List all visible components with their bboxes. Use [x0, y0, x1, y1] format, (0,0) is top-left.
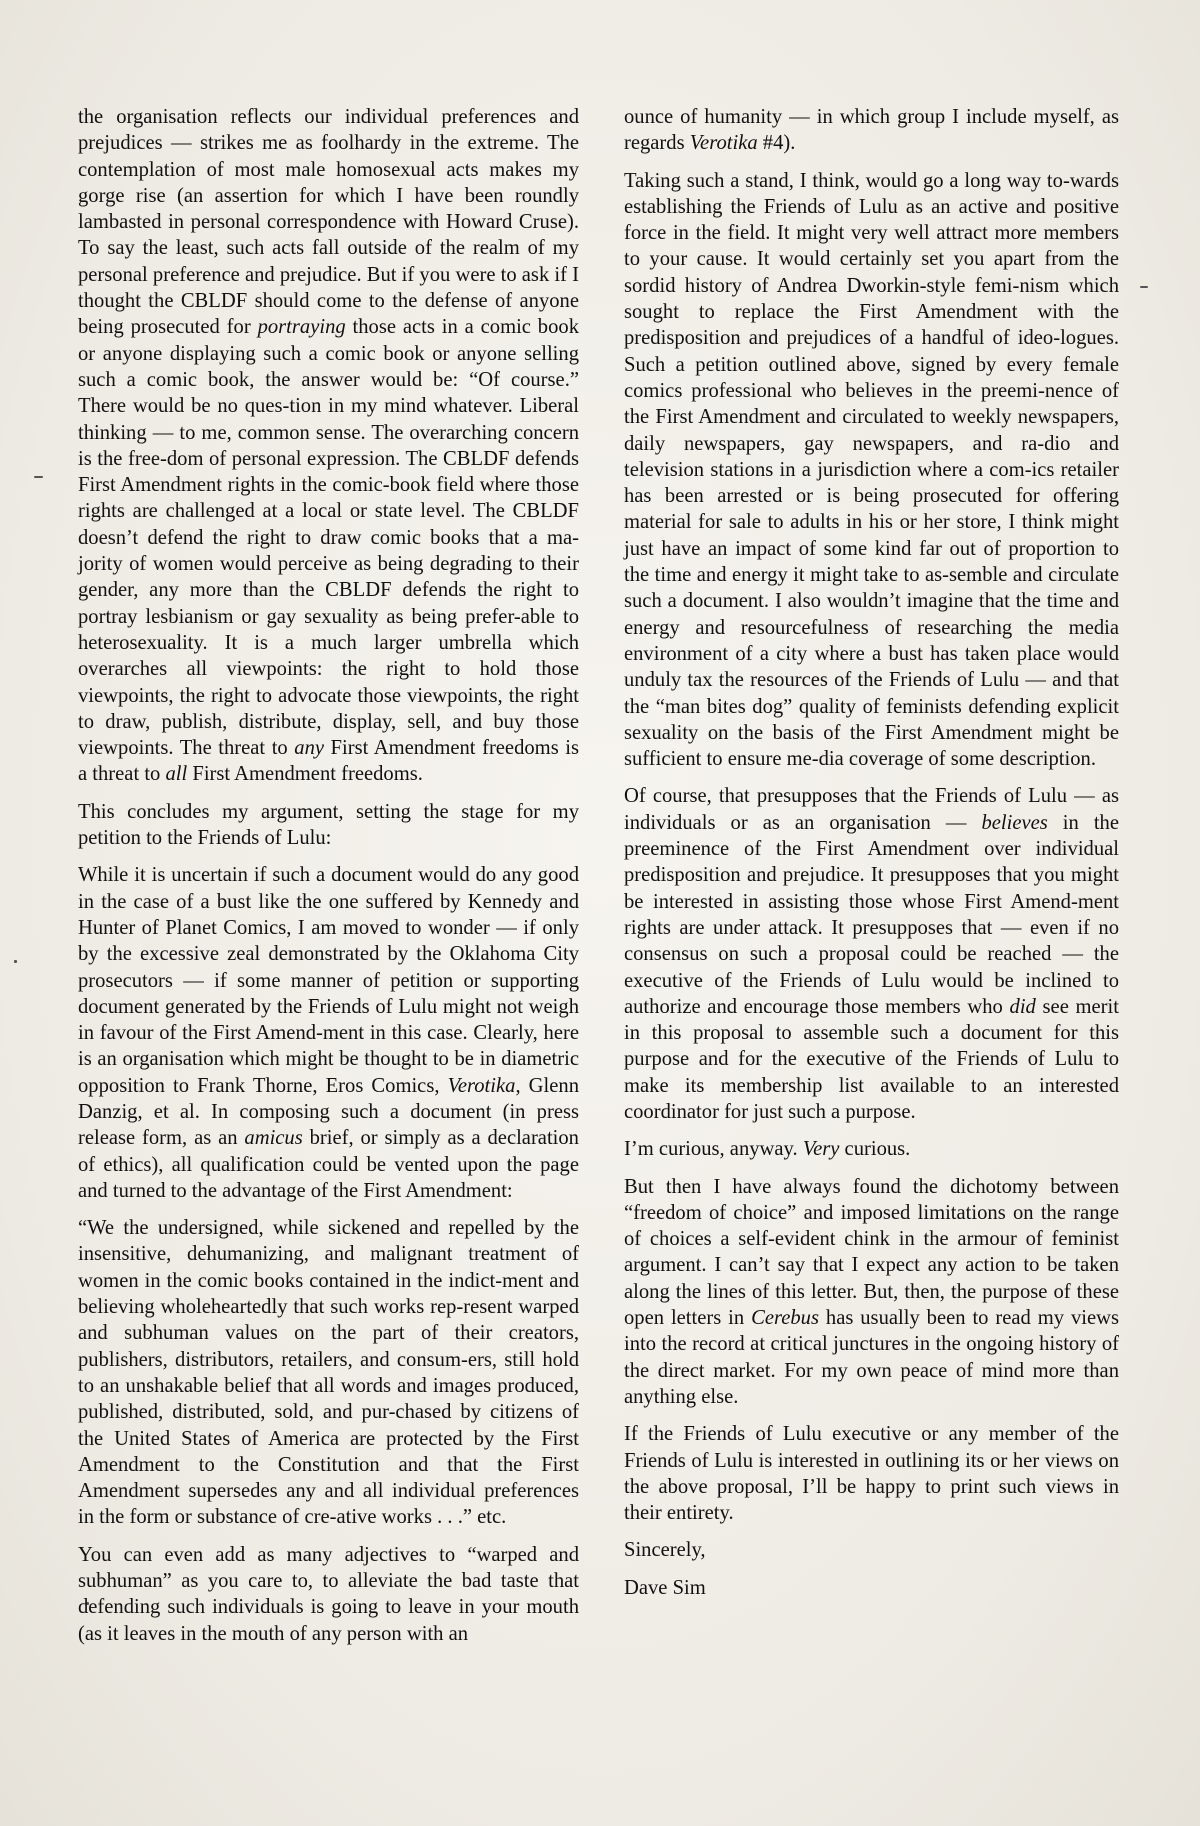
text-run: curious. — [839, 1138, 911, 1161]
text-run: , Glenn Danzig, et al. In composing such a document (in press release form, as an — [78, 1074, 580, 1150]
text-run: see merit in this proposal to assemble such a document for this purpose and for the executive of the Friends of Lulu to make its membership list available to an interested coordinator for just such a purpose. — [624, 995, 1119, 1123]
paragraph — [78, 104, 579, 788]
left-column — [78, 104, 579, 1658]
paragraph — [624, 783, 1119, 1125]
paragraph: You can even add as many adjectives to “warped and subhuman” as you care to, to alleviate the bad taste that defending such individuals is going to leave in your mouth (as it leaves in the mouth of any person with an — [78, 1543, 579, 1645]
emphasis: amicus — [244, 1127, 303, 1150]
emphasis: Very — [802, 1138, 840, 1161]
text-run: First Amendment freedoms is a threat to — [78, 737, 579, 786]
scan-speck — [14, 960, 17, 963]
emphasis: Cerebus — [751, 1307, 819, 1330]
scan-speck — [34, 476, 43, 478]
emphasis: Verotika — [689, 132, 758, 155]
text-run: #4). — [757, 132, 796, 155]
emphasis: portraying — [257, 316, 346, 339]
emphasis: Verotika — [447, 1074, 516, 1097]
paragraph: Taking such a stand, I think, would go a long way to-wards establishing the Friends of Lulu as an active and positive force in the field. It might very well attract more members to your cause. It would certainly set you apart from the sordid history of Andrea Dworkin-style femi-nism which sought to replace the First Amendment with the predisposition and prejudices of a handful of ideo-logues. Such a petition outlined above, signed by every female comics professional who believes in the preemi-nence of the First Amendment and circulated to weekly newspapers, daily newspapers, gay newspapers, and ra-dio and television stations in a jurisdiction where a com-ics retailer has been arrested or is being prosecuted for offering material for sale to adults in his or her store, I think might just have an impact of some kind far out of proportion to the time and energy it might take to as-semble and circulate such a document. I also wouldn’t imagine that the time and energy and resourcefulness of researching the media environment of a city where a bust has taken place would unduly tax the resources of the Friends of Lulu — and that the “man bites dog” quality of feminists defending explicit sexuality on the basis of the First Amendment might be sufficient to ensure me-dia coverage of some description. — [624, 169, 1119, 771]
paragraph — [624, 104, 1119, 157]
emphasis: believes — [981, 811, 1048, 834]
text-run: in the preeminence of the First Amendment over individual predisposition and prejudice. It presupposes that you might be interested in assisting those whose First Amend-ment rights are under attack. It presupposes that — even if no consensus on such a proposal could be reached — the executive of the Friends of Lulu would be inclined to authorize and encourage those members who — [624, 811, 1119, 1018]
emphasis: did — [1009, 995, 1036, 1018]
paragraph — [624, 1174, 1119, 1411]
closing: Sincerely, — [624, 1539, 706, 1562]
scan-speck — [1140, 286, 1148, 288]
paragraph — [78, 862, 579, 1204]
text-run: ounce of humanity — in which group I include myself, as regards — [624, 106, 1119, 155]
text-run: brief, or simply as a declaration of ethics), all qualification could be vented upon the page and turned to the advantage of the First Amendment: — [78, 1127, 579, 1202]
paragraph: If the Friends of Lulu executive or any member of the Friends of Lulu is interested in outlining its or her views on the above proposal, I’ll be happy to print such views in their entirety. — [624, 1423, 1119, 1525]
text-run: has usually been to read my views into the record at critical junctures in the ongoing history of the direct market. For my own peace of mind more than anything else. — [624, 1307, 1119, 1408]
signature: Dave Sim — [624, 1576, 706, 1599]
quoted-petition: “We the undersigned, while sickened and repelled by the insensitive, dehumanizing, and malignant treatment of women in the comic books contained in the indict-ment and believing wholeheartedly that such works rep-resent warped and subhuman values on the part of their creators, publishers, distributors, retailers, and consum-ers, still hold to an unshakable belief that all words and images produced, published, distributed, sold, and pur-chased by citizens of the United States of America are protected by the First Amendment to the Constitution and that the First Amendment supersedes any and all individual preferences in the form or substance of cre-ative works . . .” etc. — [78, 1217, 579, 1529]
text-run: While it is uncertain if such a document would do any good in the case of a bust like the one suffered by Kennedy and Hunter of Planet Comics, I am moved to wonder — if only by the excessive zeal demonstrated by the Oklahoma City prosecutors — if some manner of petition or supporting document generated by the Friends of Lulu might not weigh in favour of the First Amend-ment in this case. Clearly, here is an organisation which might be thought to be in diametric opposition to Frank Thorne, Eros Comics, — [78, 864, 579, 1097]
text-run: I’m curious, anyway. — [624, 1138, 803, 1161]
emphasis: all — [165, 763, 188, 786]
paragraph: This concludes my argument, setting the stage for my petition to the Friends of Lulu: — [78, 800, 579, 850]
paragraph — [624, 1136, 1119, 1162]
text-run: First Amendment freedoms. — [187, 763, 423, 786]
text-run: But then I have always found the dichotomy between “freedom of choice” and imposed limitations on the range of choices a self-evident chink in the armour of feminist argument. I can’t say that I expect any action to be taken along the lines of this letter. But, then, the purpose of these open letters in — [624, 1175, 1119, 1330]
right-column — [624, 104, 1119, 1612]
text-run: the organisation reflects our individual preferences and prejudices — strikes me as foolhardy in the extreme. The contemplation of most male homosexual acts makes my gorge rise (an assertion for which I have been roundly lambasted in personal correspondence with Howard Cruse). To say the least, such acts fall outside of the realm of my personal preference and prejudice. But if you were to ask if I thought the CBLDF should come to the defense of anyone being prosecuted for — [78, 106, 579, 339]
text-run: Of course, that presupposes that the Friends of Lulu — as individuals or as an organisation — — [624, 785, 1119, 834]
text-run: those acts in a comic book or anyone displaying such a comic book or anyone selling such a comic book, the answer would be: “Of course.” There would be no ques-tion in my mind whatever. Liberal thinking — to me, common sense. The overarching concern is the free-dom of personal expression. The CBLDF defends First Amendment rights in the comic-book field where those rights are challenged at a local or state level. The CBLDF doesn’t defend the right to draw comic books that a ma-jority of women would perceive as being degrading to their gender, any more than the CBLDF defends the right to portray lesbianism or gay sexuality as being prefer-able to heterosexuality. It is a much larger umbrella which overarches all viewpoints: the right to hold those viewpoints, the right to advocate those viewpoints, the right to draw, publish, distribute, display, sell, and buy those viewpoints. The threat to — [78, 316, 579, 760]
emphasis: any — [294, 737, 324, 760]
